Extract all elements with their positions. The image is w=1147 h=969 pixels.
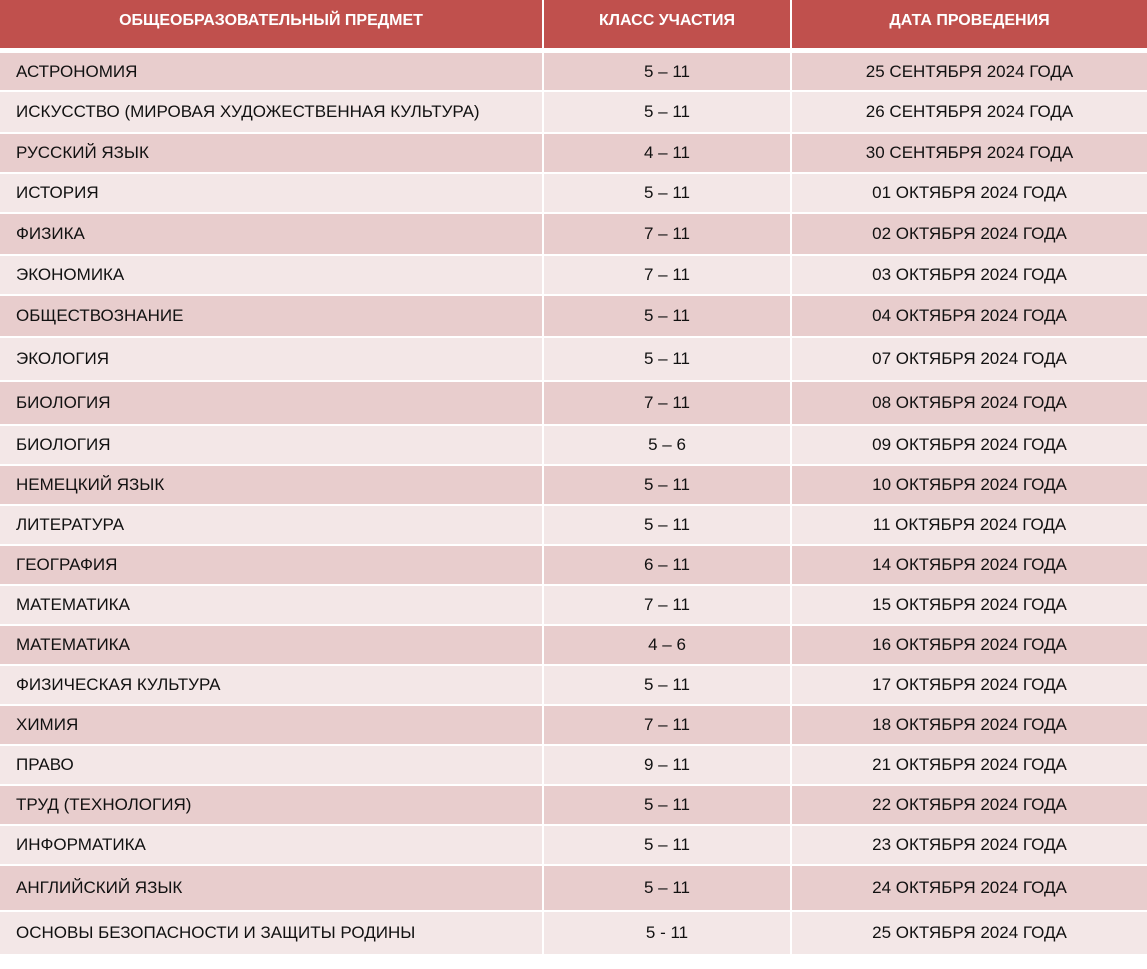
cell-subject: АНГЛИЙСКИЙ ЯЗЫК bbox=[0, 866, 544, 912]
cell-grade: 7 – 11 bbox=[544, 706, 792, 746]
table-row bbox=[0, 92, 1147, 134]
cell-date: 01 ОКТЯБРЯ 2024 ГОДА bbox=[792, 174, 1147, 214]
cell-date: 03 ОКТЯБРЯ 2024 ГОДА bbox=[792, 256, 1147, 296]
table-body bbox=[0, 53, 1147, 956]
table-row bbox=[0, 466, 1147, 506]
cell-date: 10 ОКТЯБРЯ 2024 ГОДА bbox=[792, 466, 1147, 506]
table-row bbox=[0, 666, 1147, 706]
cell-date: 18 ОКТЯБРЯ 2024 ГОДА bbox=[792, 706, 1147, 746]
cell-subject: МАТЕМАТИКА bbox=[0, 626, 544, 666]
cell-subject: ТРУД (ТЕХНОЛОГИЯ) bbox=[0, 786, 544, 826]
table-row bbox=[0, 706, 1147, 746]
cell-date: 14 ОКТЯБРЯ 2024 ГОДА bbox=[792, 546, 1147, 586]
cell-grade: 7 – 11 bbox=[544, 382, 792, 426]
cell-grade: 4 – 11 bbox=[544, 134, 792, 174]
cell-date: 24 ОКТЯБРЯ 2024 ГОДА bbox=[792, 866, 1147, 912]
cell-grade: 5 – 11 bbox=[544, 174, 792, 214]
cell-grade: 7 – 11 bbox=[544, 256, 792, 296]
header-grade: КЛАСС УЧАСТИЯ bbox=[544, 0, 792, 53]
cell-date: 15 ОКТЯБРЯ 2024 ГОДА bbox=[792, 586, 1147, 626]
cell-date: 22 ОКТЯБРЯ 2024 ГОДА bbox=[792, 786, 1147, 826]
cell-subject: ФИЗИЧЕСКАЯ КУЛЬТУРА bbox=[0, 666, 544, 706]
cell-subject: ОСНОВЫ БЕЗОПАСНОСТИ И ЗАЩИТЫ РОДИНЫ bbox=[0, 912, 544, 956]
cell-grade: 7 – 11 bbox=[544, 586, 792, 626]
header-subject: ОБЩЕОБРАЗОВАТЕЛЬНЫЙ ПРЕДМЕТ bbox=[0, 0, 544, 53]
cell-grade: 5 – 11 bbox=[544, 296, 792, 338]
cell-grade: 5 – 11 bbox=[544, 466, 792, 506]
cell-date: 23 ОКТЯБРЯ 2024 ГОДА bbox=[792, 826, 1147, 866]
cell-subject: НЕМЕЦКИЙ ЯЗЫК bbox=[0, 466, 544, 506]
cell-date: 04 ОКТЯБРЯ 2024 ГОДА bbox=[792, 296, 1147, 338]
cell-grade: 7 – 11 bbox=[544, 214, 792, 256]
cell-date: 08 ОКТЯБРЯ 2024 ГОДА bbox=[792, 382, 1147, 426]
cell-date: 25 ОКТЯБРЯ 2024 ГОДА bbox=[792, 912, 1147, 956]
cell-subject: ЭКОЛОГИЯ bbox=[0, 338, 544, 382]
table-row bbox=[0, 426, 1147, 466]
cell-subject: ПРАВО bbox=[0, 746, 544, 786]
cell-date: 25 СЕНТЯБРЯ 2024 ГОДА bbox=[792, 53, 1147, 92]
cell-grade: 4 – 6 bbox=[544, 626, 792, 666]
cell-subject: ИНФОРМАТИКА bbox=[0, 826, 544, 866]
cell-grade: 5 – 11 bbox=[544, 506, 792, 546]
header-row bbox=[0, 0, 1147, 53]
cell-grade: 5 – 11 bbox=[544, 338, 792, 382]
table-row bbox=[0, 53, 1147, 92]
cell-grade: 6 – 11 bbox=[544, 546, 792, 586]
table-row bbox=[0, 786, 1147, 826]
table-row bbox=[0, 134, 1147, 174]
cell-date: 21 ОКТЯБРЯ 2024 ГОДА bbox=[792, 746, 1147, 786]
table-row bbox=[0, 912, 1147, 956]
cell-subject: ОБЩЕСТВОЗНАНИЕ bbox=[0, 296, 544, 338]
cell-subject: ИСТОРИЯ bbox=[0, 174, 544, 214]
cell-subject: ИСКУССТВО (МИРОВАЯ ХУДОЖЕСТВЕННАЯ КУЛЬТУРА) bbox=[0, 92, 544, 134]
table-row bbox=[0, 586, 1147, 626]
cell-grade: 5 – 11 bbox=[544, 92, 792, 134]
cell-date: 11 ОКТЯБРЯ 2024 ГОДА bbox=[792, 506, 1147, 546]
cell-date: 16 ОКТЯБРЯ 2024 ГОДА bbox=[792, 626, 1147, 666]
table-header bbox=[0, 0, 1147, 53]
table-row bbox=[0, 382, 1147, 426]
table-row bbox=[0, 338, 1147, 382]
cell-subject: АСТРОНОМИЯ bbox=[0, 53, 544, 92]
cell-grade: 9 – 11 bbox=[544, 746, 792, 786]
cell-grade: 5 – 11 bbox=[544, 53, 792, 92]
cell-grade: 5 – 11 bbox=[544, 826, 792, 866]
table-row bbox=[0, 746, 1147, 786]
cell-grade: 5 - 11 bbox=[544, 912, 792, 956]
table-row bbox=[0, 174, 1147, 214]
table-row bbox=[0, 866, 1147, 912]
table-row bbox=[0, 826, 1147, 866]
table-row bbox=[0, 214, 1147, 256]
cell-grade: 5 – 11 bbox=[544, 666, 792, 706]
cell-subject: БИОЛОГИЯ bbox=[0, 382, 544, 426]
cell-date: 09 ОКТЯБРЯ 2024 ГОДА bbox=[792, 426, 1147, 466]
header-date: ДАТА ПРОВЕДЕНИЯ bbox=[792, 0, 1147, 53]
cell-subject: ХИМИЯ bbox=[0, 706, 544, 746]
table-row bbox=[0, 296, 1147, 338]
cell-subject: БИОЛОГИЯ bbox=[0, 426, 544, 466]
cell-subject: РУССКИЙ ЯЗЫК bbox=[0, 134, 544, 174]
cell-grade: 5 – 11 bbox=[544, 866, 792, 912]
cell-subject: ЭКОНОМИКА bbox=[0, 256, 544, 296]
table-row bbox=[0, 506, 1147, 546]
cell-grade: 5 – 6 bbox=[544, 426, 792, 466]
cell-date: 30 СЕНТЯБРЯ 2024 ГОДА bbox=[792, 134, 1147, 174]
cell-date: 17 ОКТЯБРЯ 2024 ГОДА bbox=[792, 666, 1147, 706]
cell-subject: ГЕОГРАФИЯ bbox=[0, 546, 544, 586]
cell-grade: 5 – 11 bbox=[544, 786, 792, 826]
cell-subject: ЛИТЕРАТУРА bbox=[0, 506, 544, 546]
table-row bbox=[0, 626, 1147, 666]
cell-subject: ФИЗИКА bbox=[0, 214, 544, 256]
table-row bbox=[0, 546, 1147, 586]
cell-subject: МАТЕМАТИКА bbox=[0, 586, 544, 626]
cell-date: 02 ОКТЯБРЯ 2024 ГОДА bbox=[792, 214, 1147, 256]
cell-date: 07 ОКТЯБРЯ 2024 ГОДА bbox=[792, 338, 1147, 382]
table-row bbox=[0, 256, 1147, 296]
cell-date: 26 СЕНТЯБРЯ 2024 ГОДА bbox=[792, 92, 1147, 134]
